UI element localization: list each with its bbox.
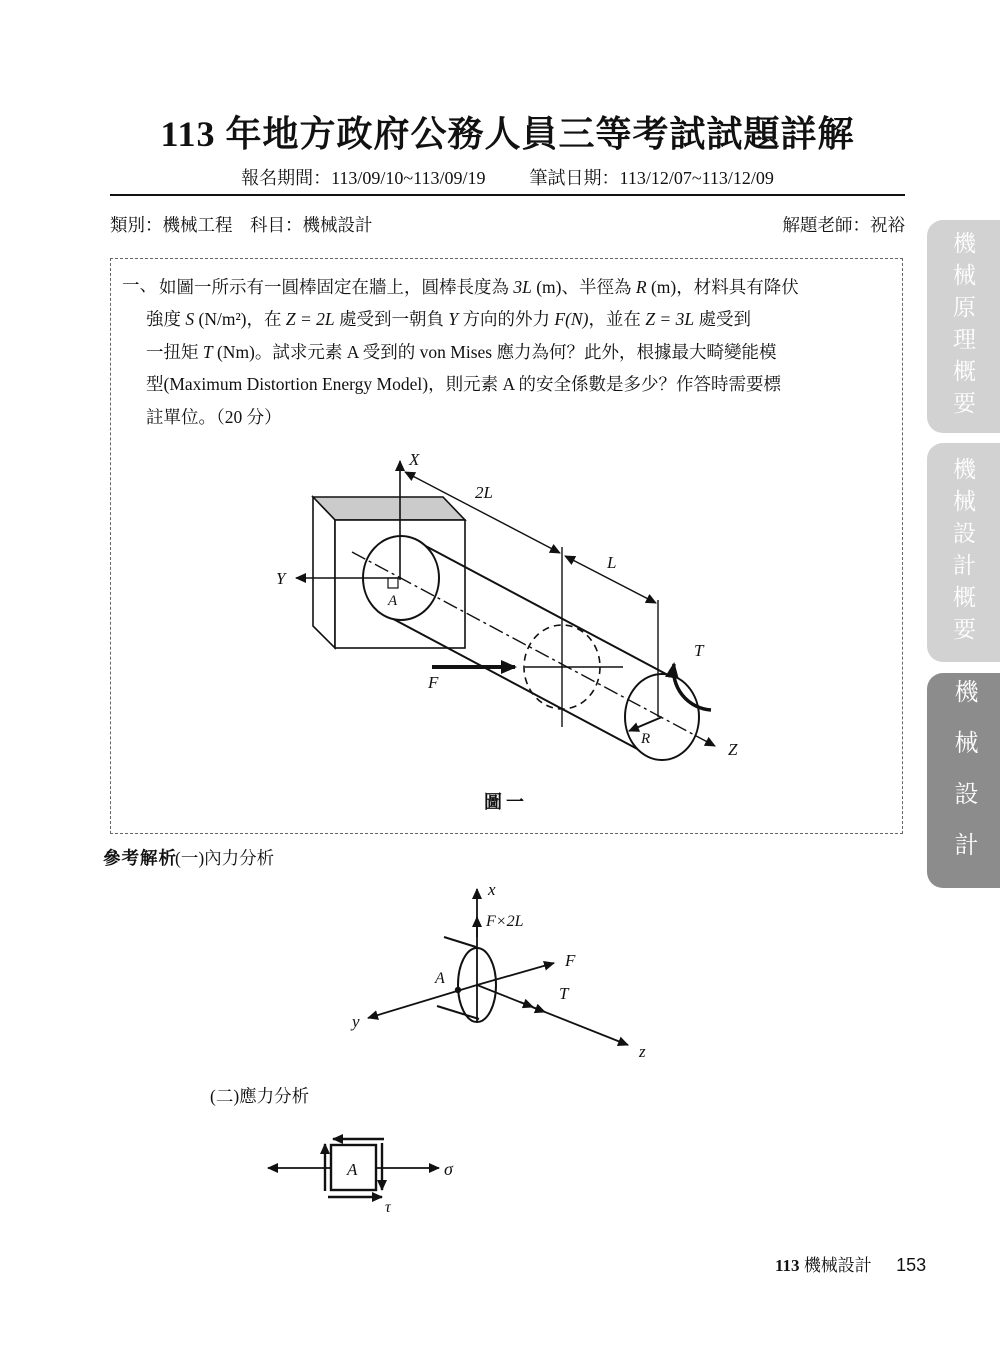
point-a-label: A [435,970,445,987]
z-axis [477,985,628,1045]
y-axis-label: Y [276,569,286,588]
torque-double-arrow-2 [532,1007,545,1012]
stress-element-diagram [255,1125,475,1225]
page-footer [775,1251,926,1276]
solver-name: 解題老師：祝裕 [782,215,905,235]
force-label: F [565,951,576,970]
sigma-label: σ [444,1159,453,1179]
exam-dates-line [110,164,905,190]
problem-number: 一、 [122,275,157,295]
problem-text-line: 註單位。（20 分） [146,406,282,427]
z-axis-label: z [639,1042,646,1061]
footer-subject: 機械設計 [803,1256,872,1275]
registration-period: 報名期間：113/09/10~113/09/19 [241,168,486,188]
dim-l-label: L [607,553,617,572]
element-a-label: A [388,593,398,609]
written-exam-date: 筆試日期：113/12/07~113/12/09 [529,168,774,188]
rod-cut-edge-bottom [437,1006,479,1019]
edge-tab-1: 機械設計概要 [927,443,1000,662]
force-f-label: F [428,673,439,692]
radius-r-label: R [641,731,651,747]
solution-part2-title: (二)應力分析 [210,1086,310,1106]
footer-year: 113 [775,1256,800,1275]
problem-text-line: 一扭矩 T (Nm)。試求元素 A 受到的 von Mises 應力為何？此外，根據最大畸變能模 [146,341,777,362]
solution-heading: 參考解析 [103,848,177,868]
tau-label: τ [385,1199,391,1216]
problem-text-line: 強度 S (N/m²)，在 Z = 2L 處受到一朝負 Y 方向的外力 F(N)，並在 Z = 3L 處受到 [146,309,751,330]
internal-force-diagram [330,875,680,1075]
problem-text [146,271,891,433]
figure1-caption: 圖一 [484,792,528,812]
torque-t-label: T [694,641,704,660]
problem-text-line: 型(Maximum Distortion Energy Model)，則元素 A 的安全係數是多少？作答時需要標 [146,374,781,395]
element-a-label: A [347,1160,358,1179]
solution-part1-title: (一)內力分析 [175,848,275,868]
edge-tab-0: 機械原理概要 [927,220,1000,433]
point-a-dot [455,987,461,993]
moment-label: F×2L [486,913,524,930]
torque-double-arrow-1 [520,1002,533,1007]
x-axis-label: X [409,450,420,469]
x-axis-label: x [488,880,496,899]
torque-label: T [559,984,569,1003]
figure1-rod-diagram [270,443,770,783]
problem-text-line: 如圖一所示有一圓棒固定在牆上，圓棒長度為 3L (m)、半徑為 R (m)，材料具有降伏 [159,277,799,297]
header-divider [110,194,905,196]
footer-page-number: 153 [896,1255,927,1275]
edge-tab-2: 機械設計 [927,673,1000,888]
dim-2l-label: 2L [475,483,493,502]
shear-force-arrow [477,963,554,985]
z-axis-label: Z [728,740,738,759]
category-row [110,212,905,237]
page-title: 113 年地方政府公務人員三等考試試題詳解 [160,114,855,154]
rod-cut-edge-top [444,937,476,947]
y-axis-label: y [352,1012,360,1031]
category-subject: 類別：機械工程 科目：機械設計 [110,215,373,235]
